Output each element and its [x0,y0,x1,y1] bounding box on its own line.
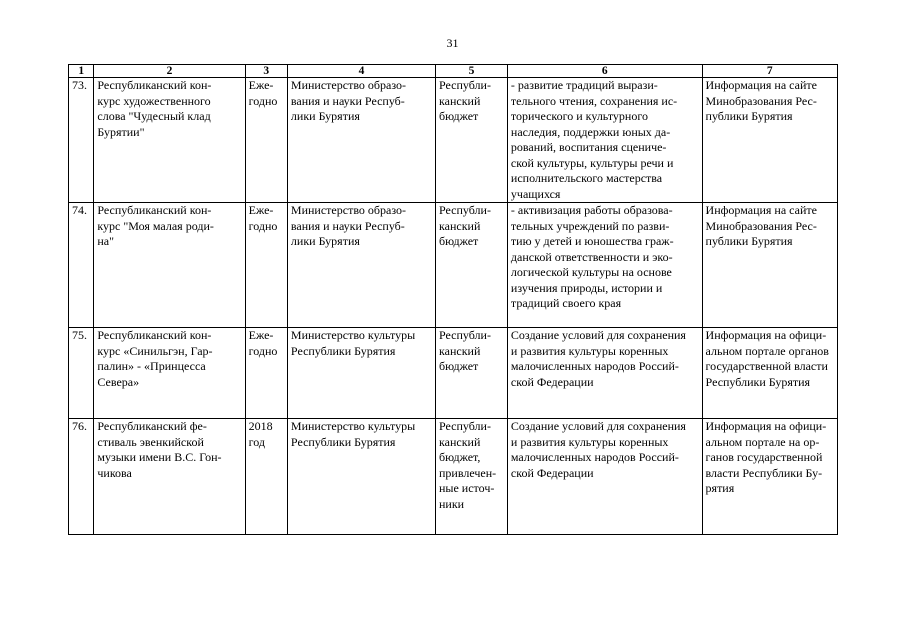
event-funding: Республи- канский бюджет, привлечен- ные источ- ники [436,419,508,535]
column-header: 3 [245,65,287,78]
event-funding: Республи- канский бюджет [436,328,508,419]
event-executor: Министерство образо- вания и науки Респуб- лики Бурятия [287,78,435,203]
event-info: Информация на сайте Минобразования Рес- публики Бурятия [702,203,837,328]
event-executor: Министерство культуры Республики Бурятия [287,328,435,419]
column-header: 2 [94,65,245,78]
column-header: 6 [507,65,702,78]
event-name: Республиканский кон- курс «Синильгэн, Гар- палин» - «Принцесса Севера» [94,328,245,419]
table-header-row [69,65,838,78]
event-period: Еже- годно [245,78,287,203]
row-number: 74. [69,203,94,328]
event-goal: - развитие традиций вырази- тельного чтения, сохранения ис- торического и культурного наследия, поддержки юных да- рований, воспитания сцениче- ской культуры, культуры речи и исполнительского мастерства учащихся [507,78,702,203]
column-header: 1 [69,65,94,78]
event-funding: Республи- канский бюджет [436,78,508,203]
table-row [69,419,838,535]
event-goal: Создание условий для сохранения и развития культуры коренных малочисленных народов Россий- ской Федерации [507,419,702,535]
column-header: 4 [287,65,435,78]
event-goal: Создание условий для сохранения и развития культуры коренных малочисленных народов Россий- ской Федерации [507,328,702,419]
page-number: 31 [446,36,459,50]
table-row [69,78,838,203]
event-executor: Министерство образо- вания и науки Респуб- лики Бурятия [287,203,435,328]
event-name: Республиканский кон- курс художественного слова "Чудесный клад Бурятии" [94,78,245,203]
event-period: Еже- годно [245,203,287,328]
row-number: 73. [69,78,94,203]
event-name: Республиканский кон- курс "Моя малая роди- на" [94,203,245,328]
row-number: 75. [69,328,94,419]
event-info: Информация на сайте Минобразования Рес- публики Бурятия [702,78,837,203]
event-goal: - активизация работы образова- тельных учреждений по разви- тию у детей и юношества граж- данской ответственности и эко- логической культуры на основе изучения природы, истории и традиций своего края [507,203,702,328]
event-info: Информация на офици- альном портале органов государственной власти Республики Бурятия [702,328,837,419]
event-period: 2018 год [245,419,287,535]
column-header: 5 [436,65,508,78]
event-name: Республиканский фе- стиваль эвенкийской музыки имени В.С. Гон- чикова [94,419,245,535]
table-row [69,203,838,328]
event-period: Еже- годно [245,328,287,419]
column-header: 7 [702,65,837,78]
event-info: Информация на офици- альном портале на ор- ганов государственной власти Республики Бу- рятия [702,419,837,535]
table-row [69,328,838,419]
event-executor: Министерство культуры Республики Бурятия [287,419,435,535]
event-funding: Республи- канский бюджет [436,203,508,328]
events-table [68,64,838,535]
row-number: 76. [69,419,94,535]
